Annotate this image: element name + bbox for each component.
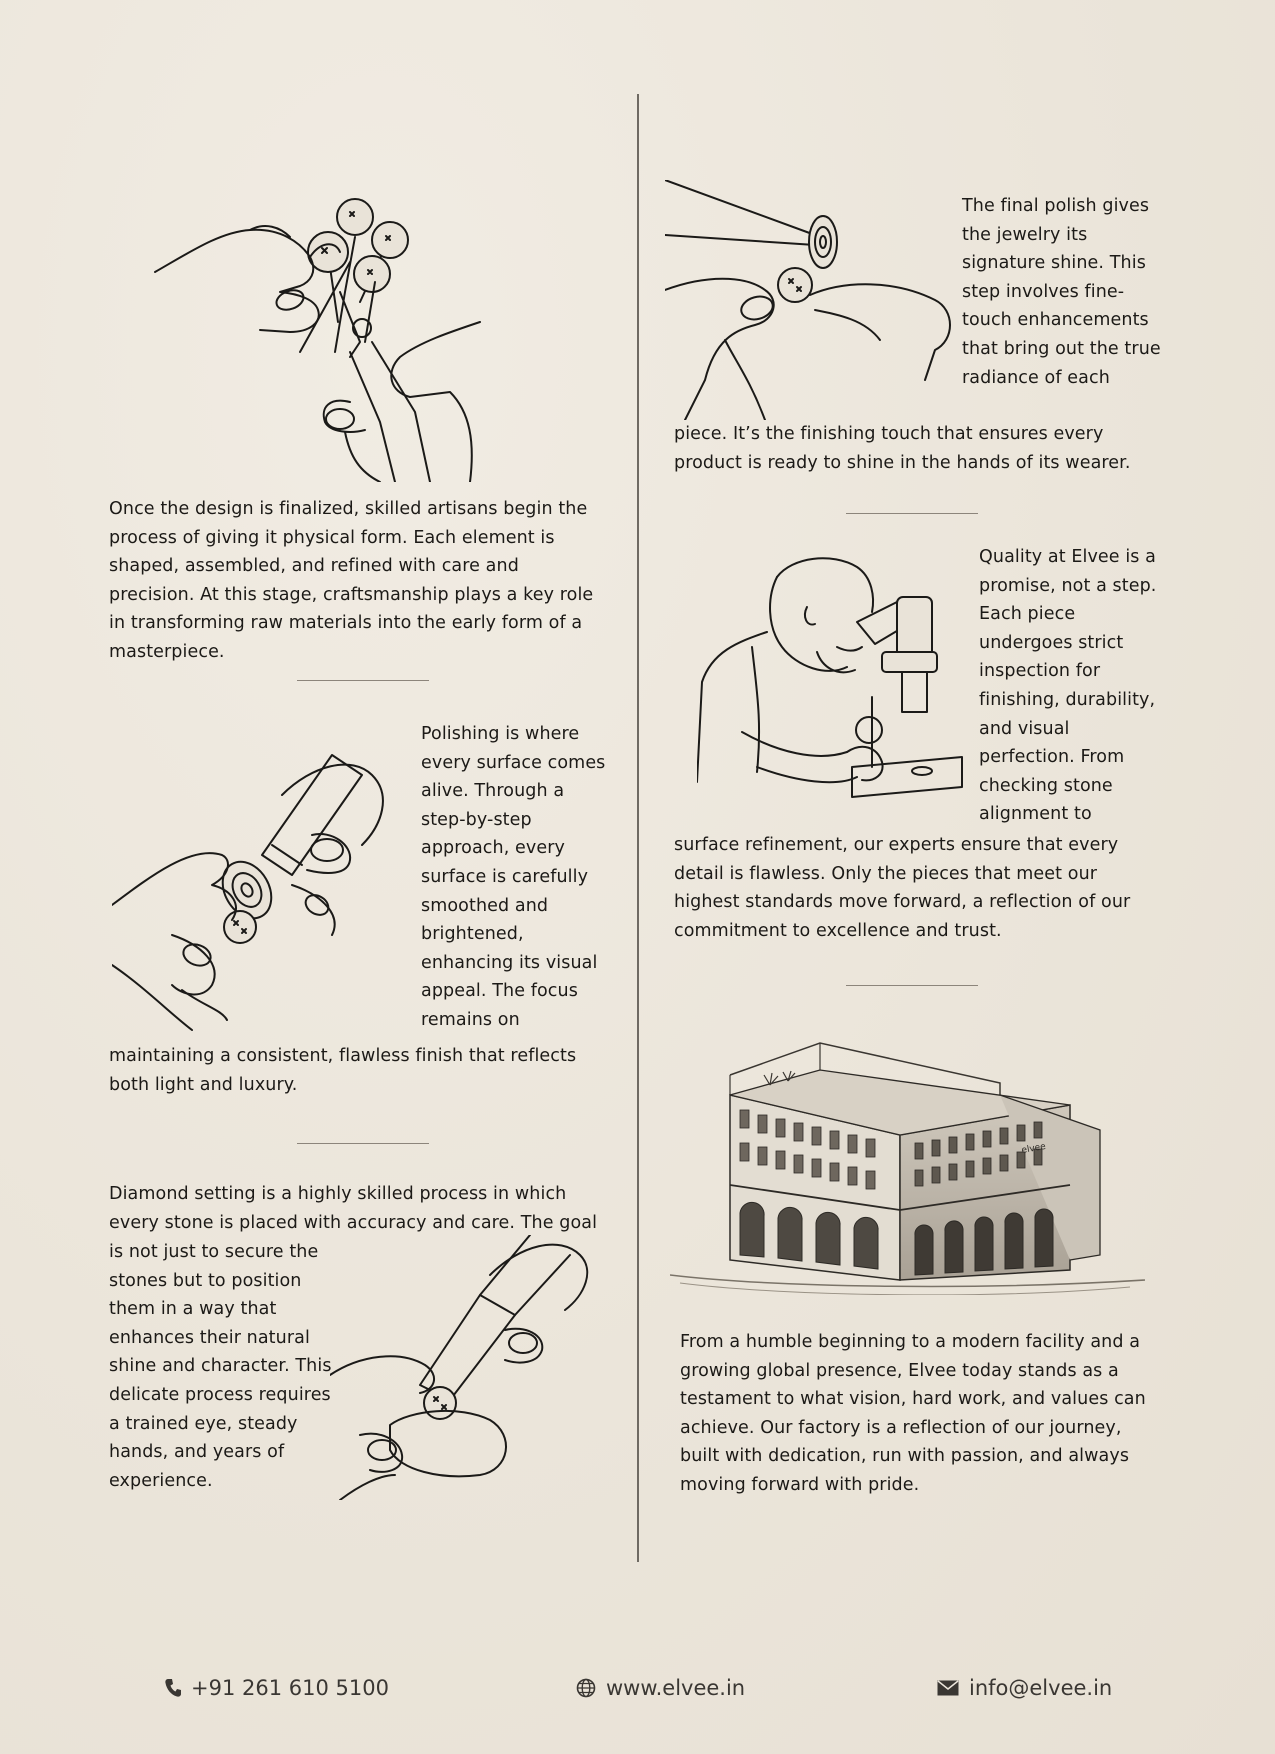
polishing-illustration — [112, 735, 412, 1035]
crafting-illustration — [150, 182, 530, 482]
phone-icon — [165, 1678, 181, 1698]
email-link[interactable]: info@elvee.in — [969, 1676, 1113, 1700]
quality-illustration — [697, 552, 967, 817]
envelope-icon — [937, 1680, 959, 1696]
factory-sign-text: elvee — [1020, 1141, 1047, 1156]
polishing-text-side: Polishing is where every surface comes alive. Through a step-by-step approach, every surface is carefully smoothed and brightened, enhancing its visual appeal. The focus remains on — [421, 724, 606, 1030]
quality-text-full: surface refinement, our experts ensure that every detail is flawless. Only the pieces that meet our highest standards move forward, a reflection of our commitment to excellence and trust. — [674, 835, 1131, 941]
footer-website[interactable] — [576, 1676, 745, 1700]
final-polish-text-side: The final polish gives the jewelry its signature shine. This step involves fine-touch enhancements that bring out the true radiance of each — [962, 196, 1161, 388]
crafting-text: Once the design is finalized, skilled artisans begin the process of giving it physical form. Each element is shaped, assembled, and refined with care and precision. At this stage, craftsmanship plays a key role in transforming raw materials into the early form of a masterpiece. — [109, 499, 594, 662]
setting-illustration — [330, 1235, 590, 1500]
setting-text-full: Diamond setting is a highly skilled process in which every stone is placed with accuracy and care. The goal — [109, 1184, 598, 1233]
footer-email[interactable] — [937, 1676, 1112, 1700]
quality-text-side: Quality at Elvee is a promise, not a step. Each piece undergoes strict inspection for finishing, durability, and visual perfection. From checking stone alignment to — [979, 547, 1157, 825]
factory-building-illustration — [670, 1035, 1145, 1295]
column-divider — [637, 94, 639, 1562]
website-link[interactable]: www.elvee.in — [606, 1676, 746, 1700]
final-polish-illustration — [665, 180, 965, 420]
final-polish-text-full: piece. It’s the finishing touch that ensures every product is ready to shine in the hands of its wearer. — [674, 424, 1131, 473]
section-divider — [297, 680, 429, 681]
footer-phone[interactable] — [165, 1676, 389, 1700]
section-divider — [297, 1143, 429, 1144]
setting-text-side: is not just to secure the stones but to position them in a way that enhances their natural shine and character. This delicate process requires a trained eye, steady hands, and years of experience. — [109, 1242, 332, 1491]
section-divider — [846, 513, 978, 514]
phone-number[interactable]: +91 261 610 5100 — [191, 1676, 389, 1700]
globe-icon — [576, 1678, 596, 1698]
facility-text: From a humble beginning to a modern facility and a growing global presence, Elvee today stands as a testament to what vision, hard work, and values can achieve. Our factory is a reflection of our journey, built with dedication, run with passion, and always moving forward with pride. — [680, 1332, 1146, 1495]
section-divider — [846, 985, 978, 986]
polishing-text-full: maintaining a consistent, flawless finish that reflects both light and luxury. — [109, 1046, 577, 1095]
